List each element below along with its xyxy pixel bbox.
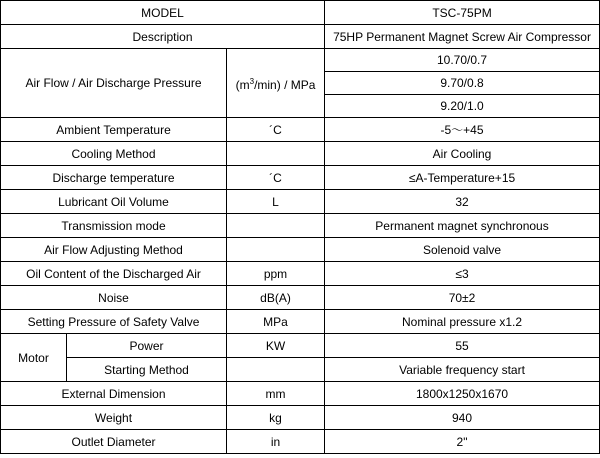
row-label: Oil Content of the Discharged Air	[1, 262, 227, 286]
row-unit: in	[227, 430, 325, 454]
row-label: Noise	[1, 286, 227, 310]
table-row	[1, 406, 600, 430]
row-value: Permanent magnet synchronous	[325, 214, 600, 238]
row-label: Discharge temperature	[1, 166, 227, 190]
table-row	[1, 25, 600, 49]
table-row	[1, 358, 600, 382]
row-label: Weight	[1, 406, 227, 430]
row-label: External Dimension	[1, 382, 227, 406]
row-value: 32	[325, 190, 600, 214]
row-unit	[227, 142, 325, 166]
motor-power-value: 55	[325, 334, 600, 358]
row-value: 940	[325, 406, 600, 430]
table-row	[1, 334, 600, 358]
table-row	[1, 142, 600, 166]
row-value: ≤A-Temperature+15	[325, 166, 600, 190]
row-value: 1800x1250x1670	[325, 382, 600, 406]
description-value: 75HP Permanent Magnet Screw Air Compressor	[325, 25, 600, 49]
row-unit: ppm	[227, 262, 325, 286]
row-unit: dB(A)	[227, 286, 325, 310]
row-value: Air Cooling	[325, 142, 600, 166]
table-row	[1, 262, 600, 286]
row-unit: mm	[227, 382, 325, 406]
model-label: MODEL	[1, 1, 325, 25]
motor-starting-label: Starting Method	[67, 358, 227, 382]
row-label: Transmission mode	[1, 214, 227, 238]
air-flow-unit: $(m^3/\min)$ / MPa	[227, 49, 325, 118]
row-label: Cooling Method	[1, 142, 227, 166]
row-label: Setting Pressure of Safety Valve	[1, 310, 227, 334]
row-unit: ´C	[227, 118, 325, 142]
model-value: TSC-75PM	[325, 1, 600, 25]
table-row	[1, 49, 600, 72]
row-unit: ´C	[227, 166, 325, 190]
table-row	[1, 430, 600, 454]
row-value: -5～+45	[325, 118, 600, 142]
row-value: 2"	[325, 430, 600, 454]
motor-power-unit: KW	[227, 334, 325, 358]
motor-starting-unit	[227, 358, 325, 382]
row-unit: kg	[227, 406, 325, 430]
table-row	[1, 190, 600, 214]
row-value: Nominal pressure x1.2	[325, 310, 600, 334]
row-label: Air Flow Adjusting Method	[1, 238, 227, 262]
row-label: Lubricant Oil Volume	[1, 190, 227, 214]
air-flow-value: 9.20/1.0	[325, 95, 600, 118]
table-row	[1, 382, 600, 406]
row-label: Ambient Temperature	[1, 118, 227, 142]
table-row	[1, 286, 600, 310]
air-flow-label: Air Flow / Air Discharge Pressure	[1, 49, 227, 118]
table-row	[1, 214, 600, 238]
row-value: ≤3	[325, 262, 600, 286]
air-flow-value: 9.70/0.8	[325, 72, 600, 95]
row-value: 70±2	[325, 286, 600, 310]
motor-label: Motor	[1, 334, 67, 382]
motor-starting-value: Variable frequency start	[325, 358, 600, 382]
air-flow-value: 10.70/0.7	[325, 49, 600, 72]
motor-power-label: Power	[67, 334, 227, 358]
row-label: Outlet Diameter	[1, 430, 227, 454]
description-label: Description	[1, 25, 325, 49]
table-row	[1, 166, 600, 190]
row-unit: L	[227, 190, 325, 214]
row-unit: MPa	[227, 310, 325, 334]
table-row	[1, 310, 600, 334]
row-unit	[227, 214, 325, 238]
row-unit	[227, 238, 325, 262]
table-row	[1, 118, 600, 142]
table-row	[1, 238, 600, 262]
row-value: Solenoid valve	[325, 238, 600, 262]
table-row	[1, 1, 600, 25]
